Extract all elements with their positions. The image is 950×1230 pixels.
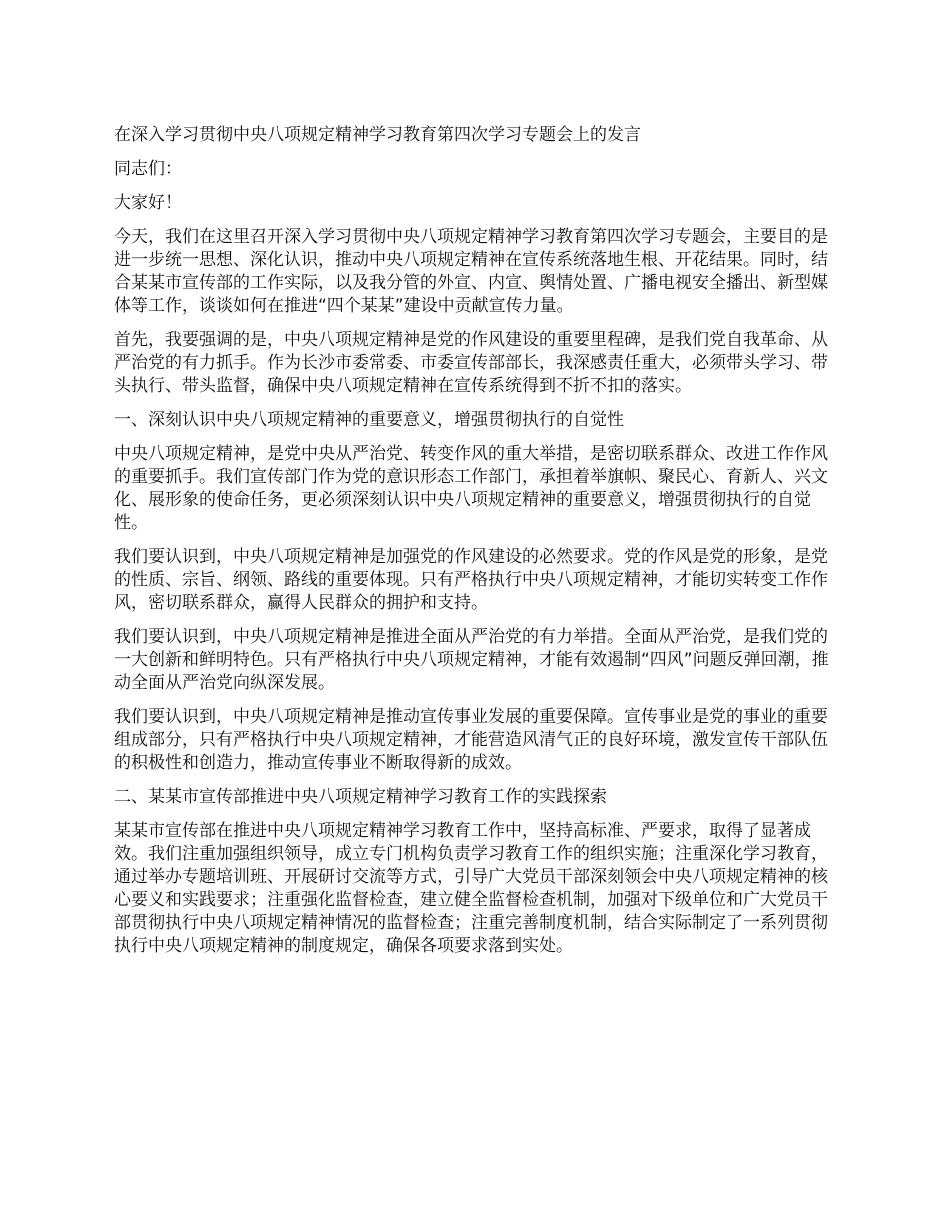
document-body [114,124,839,969]
paragraph-emphasis: 首先，我要强调的是，中央八项规定精神是党的作风建设的重要里程碑，是我们党自我革命、从严治党的有力抓手。作为长沙市委常委、市委宣传部部长，我深感责任重大，必须带头学习、带头执行、带头监督，确保中央八项规定精神在宣传系统得到不折不扣的落实。 [114,330,828,396]
paragraph-section2-practice: 某某市宣传部在推进中央八项规定精神学习教育工作中，坚持高标准、严要求，取得了显著成效。我们注重加强组织领导，成立专门机构负责学习教育工作的组织实施；注重深化学习教育，通过举办专题培训班、开展研讨交流等方式，引导广大党员干部深刻领会中央八项规定精神的核心要义和实践要求；注重强化监督检查，建立健全监督检查机制，加强对下级单位和广大党员干部贯彻执行中央八项规定精神情况的监督检查；注重完善制度机制，结合实际制定了一系列贯彻执行中央八项规定精神的制度规定，确保各项要求落到实处。 [114,821,828,956]
paragraph-section1-overview: 中央八项规定精神，是党中央从严治党、转变作风的重大举措，是密切联系群众、改进工作作风的重要抓手。我们宣传部门作为党的意识形态工作部门，承担着举旗帜、聚民心、育新人、兴文化、展形象的使命任务，更必须深刻认识中央八项规定精神的重要意义，增强贯彻执行的自觉性。 [114,444,828,533]
paragraph-section1-point2: 我们要认识到，中央八项规定精神是推进全面从严治党的有力举措。全面从严治党，是我们党的一大创新和鲜明特色。只有严格执行中央八项规定精神，才能有效遏制“四风”问题反弹回潮，推动全面从严治党向纵深发展。 [114,627,829,693]
paragraph-section1-point3: 我们要认识到，中央八项规定精神是推动宣传事业发展的重要保障。宣传事业是党的事业的重要组成部分，只有严格执行中央八项规定精神，才能营造风清气正的良好环境，激发宣传干部队伍的积极性和创造力，推动宣传事业不断取得新的成效。 [114,707,828,773]
document-title: 在深入学习贯彻中央八项规定精神学习教育第四次学习专题会上的发言 [114,125,641,145]
greeting: 大家好！ [114,193,182,213]
paragraph-intro: 今天，我们在这里召开深入学习贯彻中央八项规定精神学习教育第四次学习专题会，主要目的是进一步统一思想、深化认识，推动中央八项规定精神在宣传系统落地生根、开花结果。同时，结合某某市宣传部的工作实际，以及我分管的外宣、内宣、舆情处置、广播电视安全播出、新型媒体等工作，谈谈如何在推进“四个某某”建设中贡献宣传力量。 [114,227,828,316]
section-heading-1: 一、深刻认识中央八项规定精神的重要意义，增强贯彻执行的自觉性 [114,410,624,430]
section-heading-2: 二、某某市宣传部推进中央八项规定精神学习教育工作的实践探索 [114,787,607,807]
paragraph-section1-point1: 我们要认识到，中央八项规定精神是加强党的作风建设的必然要求。党的作风是党的形象，是党的性质、宗旨、纲领、路线的重要体现。只有严格执行中央八项规定精神，才能切实转变工作作风，密切联系群众，赢得人民群众的拥护和支持。 [114,547,828,613]
salutation: 同志们： [114,159,182,179]
